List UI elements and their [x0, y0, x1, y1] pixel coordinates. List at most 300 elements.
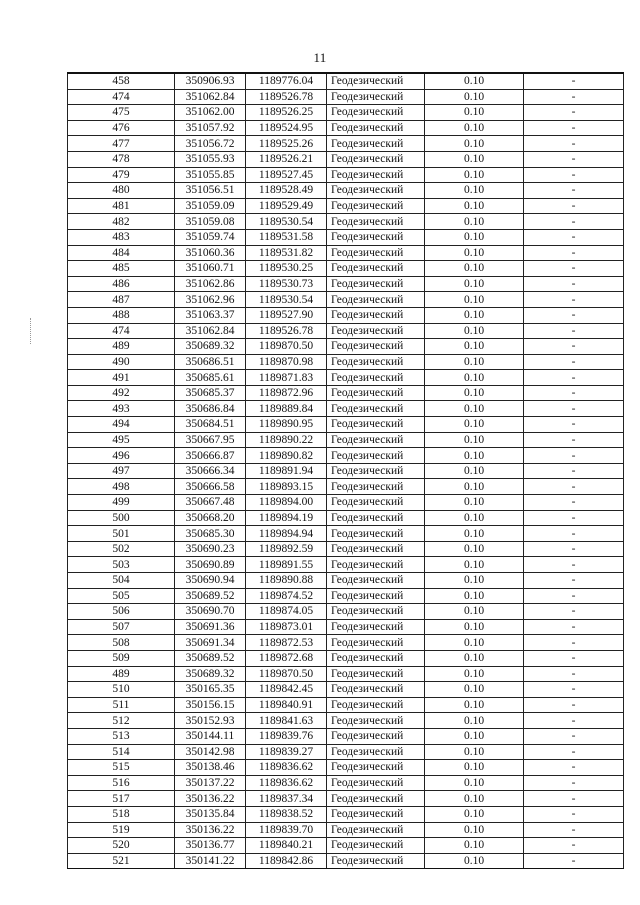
y-coordinate-cell: 1189870.98 [246, 354, 327, 370]
y-coordinate-cell: 1189872.53 [246, 635, 327, 651]
method-cell: Геодезический [327, 167, 425, 183]
accuracy-cell: 0.10 [425, 728, 524, 744]
y-coordinate-cell: 1189530.54 [246, 292, 327, 308]
method-cell: Геодезический [327, 791, 425, 807]
point-number-cell: 495 [68, 432, 175, 448]
table-row [68, 806, 624, 822]
accuracy-cell: 0.10 [425, 89, 524, 105]
method-cell: Геодезический [327, 261, 425, 277]
x-coordinate-cell: 350691.34 [175, 635, 246, 651]
table-row [68, 744, 624, 760]
table-row [68, 448, 624, 464]
table-row [68, 479, 624, 495]
description-cell: - [524, 635, 624, 651]
accuracy-cell: 0.10 [425, 853, 524, 869]
description-cell: - [524, 666, 624, 682]
description-cell: - [524, 339, 624, 355]
point-number-cell: 489 [68, 666, 175, 682]
point-number-cell: 475 [68, 105, 175, 121]
y-coordinate-cell: 1189776.04 [246, 73, 327, 89]
y-coordinate-cell: 1189894.94 [246, 526, 327, 542]
point-number-cell: 520 [68, 838, 175, 854]
x-coordinate-cell: 350666.34 [175, 463, 246, 479]
description-cell: - [524, 432, 624, 448]
point-number-cell: 487 [68, 292, 175, 308]
y-coordinate-cell: 1189890.82 [246, 448, 327, 464]
x-coordinate-cell: 350685.30 [175, 526, 246, 542]
x-coordinate-cell: 351056.72 [175, 136, 246, 152]
method-cell: Геодезический [327, 728, 425, 744]
y-coordinate-cell: 1189524.95 [246, 120, 327, 136]
description-cell: - [524, 853, 624, 869]
accuracy-cell: 0.10 [425, 370, 524, 386]
accuracy-cell: 0.10 [425, 105, 524, 121]
table-row [68, 728, 624, 744]
description-cell: - [524, 573, 624, 589]
method-cell: Геодезический [327, 697, 425, 713]
description-cell: - [524, 806, 624, 822]
accuracy-cell: 0.10 [425, 635, 524, 651]
description-cell: - [524, 183, 624, 199]
y-coordinate-cell: 1189842.86 [246, 853, 327, 869]
x-coordinate-cell: 350691.36 [175, 619, 246, 635]
y-coordinate-cell: 1189890.88 [246, 573, 327, 589]
table-row [68, 853, 624, 869]
description-cell: - [524, 479, 624, 495]
description-cell: - [524, 354, 624, 370]
y-coordinate-cell: 1189531.82 [246, 245, 327, 261]
point-number-cell: 517 [68, 791, 175, 807]
x-coordinate-cell: 351062.84 [175, 323, 246, 339]
x-coordinate-cell: 351063.37 [175, 307, 246, 323]
table-row [68, 495, 624, 511]
x-coordinate-cell: 350684.51 [175, 417, 246, 433]
description-cell: - [524, 448, 624, 464]
method-cell: Геодезический [327, 105, 425, 121]
table-row [68, 198, 624, 214]
point-number-cell: 458 [68, 73, 175, 89]
description-cell: - [524, 307, 624, 323]
y-coordinate-cell: 1189526.25 [246, 105, 327, 121]
accuracy-cell: 0.10 [425, 339, 524, 355]
accuracy-cell: 0.10 [425, 385, 524, 401]
point-number-cell: 474 [68, 89, 175, 105]
x-coordinate-cell: 350668.20 [175, 510, 246, 526]
description-cell: - [524, 73, 624, 89]
accuracy-cell: 0.10 [425, 151, 524, 167]
x-coordinate-cell: 351062.00 [175, 105, 246, 121]
point-number-cell: 485 [68, 261, 175, 277]
method-cell: Геодезический [327, 463, 425, 479]
method-cell: Геодезический [327, 526, 425, 542]
accuracy-cell: 0.10 [425, 822, 524, 838]
table-row [68, 261, 624, 277]
y-coordinate-cell: 1189527.45 [246, 167, 327, 183]
point-number-cell: 477 [68, 136, 175, 152]
point-number-cell: 500 [68, 510, 175, 526]
y-coordinate-cell: 1189839.27 [246, 744, 327, 760]
y-coordinate-cell: 1189874.05 [246, 604, 327, 620]
table-row [68, 510, 624, 526]
method-cell: Геодезический [327, 744, 425, 760]
point-number-cell: 503 [68, 557, 175, 573]
x-coordinate-cell: 350690.94 [175, 573, 246, 589]
table-row [68, 73, 624, 89]
table-row [68, 666, 624, 682]
table-row [68, 619, 624, 635]
accuracy-cell: 0.10 [425, 713, 524, 729]
method-cell: Геодезический [327, 73, 425, 89]
accuracy-cell: 0.10 [425, 697, 524, 713]
description-cell: - [524, 682, 624, 698]
table-row [68, 214, 624, 230]
accuracy-cell: 0.10 [425, 73, 524, 89]
table-row [68, 557, 624, 573]
page-number: 11 [313, 50, 327, 65]
point-number-cell: 514 [68, 744, 175, 760]
y-coordinate-cell: 1189890.95 [246, 417, 327, 433]
x-coordinate-cell: 350685.37 [175, 385, 246, 401]
x-coordinate-cell: 350906.93 [175, 73, 246, 89]
table-row [68, 604, 624, 620]
y-coordinate-cell: 1189530.25 [246, 261, 327, 277]
method-cell: Геодезический [327, 666, 425, 682]
table-row [68, 682, 624, 698]
y-coordinate-cell: 1189873.01 [246, 619, 327, 635]
x-coordinate-cell: 351062.86 [175, 276, 246, 292]
description-cell: - [524, 323, 624, 339]
description-cell: - [524, 370, 624, 386]
accuracy-cell: 0.10 [425, 775, 524, 791]
x-coordinate-cell: 350689.52 [175, 650, 246, 666]
point-number-cell: 492 [68, 385, 175, 401]
x-coordinate-cell: 350667.95 [175, 432, 246, 448]
y-coordinate-cell: 1189870.50 [246, 666, 327, 682]
point-number-cell: 501 [68, 526, 175, 542]
description-cell: - [524, 292, 624, 308]
method-cell: Геодезический [327, 838, 425, 854]
table-row [68, 245, 624, 261]
y-coordinate-cell: 1189894.00 [246, 495, 327, 511]
margin-mark [30, 318, 33, 344]
point-number-cell: 516 [68, 775, 175, 791]
description-cell: - [524, 245, 624, 261]
point-number-cell: 497 [68, 463, 175, 479]
point-number-cell: 479 [68, 167, 175, 183]
method-cell: Геодезический [327, 541, 425, 557]
method-cell: Геодезический [327, 339, 425, 355]
x-coordinate-cell: 350686.51 [175, 354, 246, 370]
accuracy-cell: 0.10 [425, 214, 524, 230]
accuracy-cell: 0.10 [425, 307, 524, 323]
description-cell: - [524, 604, 624, 620]
table-row [68, 713, 624, 729]
y-coordinate-cell: 1189837.34 [246, 791, 327, 807]
y-coordinate-cell: 1189841.63 [246, 713, 327, 729]
description-cell: - [524, 713, 624, 729]
point-number-cell: 508 [68, 635, 175, 651]
table-row [68, 292, 624, 308]
description-cell: - [524, 89, 624, 105]
method-cell: Геодезический [327, 307, 425, 323]
description-cell: - [524, 744, 624, 760]
method-cell: Геодезический [327, 682, 425, 698]
description-cell: - [524, 650, 624, 666]
point-number-cell: 482 [68, 214, 175, 230]
method-cell: Геодезический [327, 136, 425, 152]
description-cell: - [524, 697, 624, 713]
method-cell: Геодезический [327, 370, 425, 386]
description-cell: - [524, 198, 624, 214]
x-coordinate-cell: 350152.93 [175, 713, 246, 729]
table-row [68, 573, 624, 589]
point-number-cell: 484 [68, 245, 175, 261]
y-coordinate-cell: 1189527.90 [246, 307, 327, 323]
description-cell: - [524, 276, 624, 292]
table-row [68, 791, 624, 807]
description-cell: - [524, 495, 624, 511]
point-number-cell: 513 [68, 728, 175, 744]
y-coordinate-cell: 1189891.55 [246, 557, 327, 573]
y-coordinate-cell: 1189836.62 [246, 775, 327, 791]
x-coordinate-cell: 350156.15 [175, 697, 246, 713]
method-cell: Геодезический [327, 214, 425, 230]
method-cell: Геодезический [327, 479, 425, 495]
method-cell: Геодезический [327, 713, 425, 729]
y-coordinate-cell: 1189528.49 [246, 183, 327, 199]
y-coordinate-cell: 1189839.76 [246, 728, 327, 744]
x-coordinate-cell: 350135.84 [175, 806, 246, 822]
accuracy-cell: 0.10 [425, 417, 524, 433]
method-cell: Геодезический [327, 510, 425, 526]
table-row [68, 588, 624, 604]
description-cell: - [524, 838, 624, 854]
accuracy-cell: 0.10 [425, 588, 524, 604]
point-number-cell: 502 [68, 541, 175, 557]
point-number-cell: 505 [68, 588, 175, 604]
accuracy-cell: 0.10 [425, 838, 524, 854]
y-coordinate-cell: 1189529.49 [246, 198, 327, 214]
description-cell: - [524, 791, 624, 807]
point-number-cell: 510 [68, 682, 175, 698]
point-number-cell: 515 [68, 760, 175, 776]
point-number-cell: 478 [68, 151, 175, 167]
table-row [68, 463, 624, 479]
method-cell: Геодезический [327, 495, 425, 511]
description-cell: - [524, 401, 624, 417]
table-row [68, 697, 624, 713]
x-coordinate-cell: 350689.32 [175, 666, 246, 682]
x-coordinate-cell: 351060.36 [175, 245, 246, 261]
description-cell: - [524, 417, 624, 433]
method-cell: Геодезический [327, 635, 425, 651]
x-coordinate-cell: 350690.89 [175, 557, 246, 573]
x-coordinate-cell: 351059.08 [175, 214, 246, 230]
x-coordinate-cell: 350689.32 [175, 339, 246, 355]
description-cell: - [524, 229, 624, 245]
method-cell: Геодезический [327, 775, 425, 791]
accuracy-cell: 0.10 [425, 323, 524, 339]
x-coordinate-cell: 351060.71 [175, 261, 246, 277]
method-cell: Геодезический [327, 604, 425, 620]
description-cell: - [524, 541, 624, 557]
accuracy-cell: 0.10 [425, 120, 524, 136]
accuracy-cell: 0.10 [425, 136, 524, 152]
y-coordinate-cell: 1189892.59 [246, 541, 327, 557]
accuracy-cell: 0.10 [425, 791, 524, 807]
x-coordinate-cell: 351059.74 [175, 229, 246, 245]
accuracy-cell: 0.10 [425, 292, 524, 308]
method-cell: Геодезический [327, 183, 425, 199]
point-number-cell: 483 [68, 229, 175, 245]
point-number-cell: 499 [68, 495, 175, 511]
x-coordinate-cell: 350144.11 [175, 728, 246, 744]
y-coordinate-cell: 1189525.26 [246, 136, 327, 152]
method-cell: Геодезический [327, 573, 425, 589]
point-number-cell: 518 [68, 806, 175, 822]
x-coordinate-cell: 350136.77 [175, 838, 246, 854]
method-cell: Геодезический [327, 557, 425, 573]
y-coordinate-cell: 1189836.62 [246, 760, 327, 776]
accuracy-cell: 0.10 [425, 276, 524, 292]
x-coordinate-cell: 350141.22 [175, 853, 246, 869]
x-coordinate-cell: 351059.09 [175, 198, 246, 214]
method-cell: Геодезический [327, 432, 425, 448]
description-cell: - [524, 151, 624, 167]
method-cell: Геодезический [327, 120, 425, 136]
accuracy-cell: 0.10 [425, 806, 524, 822]
table-row [68, 370, 624, 386]
accuracy-cell: 0.10 [425, 760, 524, 776]
accuracy-cell: 0.10 [425, 604, 524, 620]
method-cell: Геодезический [327, 229, 425, 245]
x-coordinate-cell: 350690.70 [175, 604, 246, 620]
method-cell: Геодезический [327, 650, 425, 666]
point-number-cell: 474 [68, 323, 175, 339]
y-coordinate-cell: 1189893.15 [246, 479, 327, 495]
point-number-cell: 491 [68, 370, 175, 386]
accuracy-cell: 0.10 [425, 198, 524, 214]
accuracy-cell: 0.10 [425, 261, 524, 277]
table-row [68, 89, 624, 105]
table-row [68, 105, 624, 121]
point-number-cell: 504 [68, 573, 175, 589]
point-number-cell: 498 [68, 479, 175, 495]
y-coordinate-cell: 1189889.84 [246, 401, 327, 417]
method-cell: Геодезический [327, 354, 425, 370]
description-cell: - [524, 463, 624, 479]
x-coordinate-cell: 350137.22 [175, 775, 246, 791]
accuracy-cell: 0.10 [425, 573, 524, 589]
x-coordinate-cell: 351062.96 [175, 292, 246, 308]
method-cell: Геодезический [327, 853, 425, 869]
point-number-cell: 496 [68, 448, 175, 464]
accuracy-cell: 0.10 [425, 619, 524, 635]
description-cell: - [524, 105, 624, 121]
y-coordinate-cell: 1189530.54 [246, 214, 327, 230]
method-cell: Геодезический [327, 760, 425, 776]
table-row [68, 775, 624, 791]
y-coordinate-cell: 1189838.52 [246, 806, 327, 822]
accuracy-cell: 0.10 [425, 650, 524, 666]
point-number-cell: 512 [68, 713, 175, 729]
x-coordinate-cell: 350165.35 [175, 682, 246, 698]
method-cell: Геодезический [327, 198, 425, 214]
table-row [68, 526, 624, 542]
description-cell: - [524, 261, 624, 277]
table-row [68, 432, 624, 448]
point-number-cell: 480 [68, 183, 175, 199]
description-cell: - [524, 619, 624, 635]
accuracy-cell: 0.10 [425, 183, 524, 199]
method-cell: Геодезический [327, 292, 425, 308]
point-number-cell: 511 [68, 697, 175, 713]
point-number-cell: 481 [68, 198, 175, 214]
point-number-cell: 509 [68, 650, 175, 666]
x-coordinate-cell: 351055.85 [175, 167, 246, 183]
description-cell: - [524, 167, 624, 183]
table-row [68, 136, 624, 152]
method-cell: Геодезический [327, 448, 425, 464]
description-cell: - [524, 728, 624, 744]
y-coordinate-cell: 1189872.96 [246, 385, 327, 401]
method-cell: Геодезический [327, 822, 425, 838]
table-row [68, 650, 624, 666]
table-row [68, 229, 624, 245]
table-row [68, 760, 624, 776]
method-cell: Геодезический [327, 151, 425, 167]
table-row [68, 838, 624, 854]
description-cell: - [524, 557, 624, 573]
table-row [68, 541, 624, 557]
table-row [68, 307, 624, 323]
x-coordinate-cell: 350136.22 [175, 791, 246, 807]
accuracy-cell: 0.10 [425, 510, 524, 526]
y-coordinate-cell: 1189531.58 [246, 229, 327, 245]
point-number-cell: 494 [68, 417, 175, 433]
point-number-cell: 476 [68, 120, 175, 136]
accuracy-cell: 0.10 [425, 744, 524, 760]
accuracy-cell: 0.10 [425, 479, 524, 495]
method-cell: Геодезический [327, 276, 425, 292]
method-cell: Геодезический [327, 806, 425, 822]
table-row [68, 822, 624, 838]
accuracy-cell: 0.10 [425, 245, 524, 261]
accuracy-cell: 0.10 [425, 495, 524, 511]
table-row [68, 167, 624, 183]
accuracy-cell: 0.10 [425, 229, 524, 245]
x-coordinate-cell: 350686.84 [175, 401, 246, 417]
description-cell: - [524, 510, 624, 526]
accuracy-cell: 0.10 [425, 682, 524, 698]
method-cell: Геодезический [327, 619, 425, 635]
x-coordinate-cell: 350689.52 [175, 588, 246, 604]
x-coordinate-cell: 351055.93 [175, 151, 246, 167]
accuracy-cell: 0.10 [425, 448, 524, 464]
method-cell: Геодезический [327, 385, 425, 401]
coordinates-table [67, 72, 624, 869]
description-cell: - [524, 588, 624, 604]
accuracy-cell: 0.10 [425, 541, 524, 557]
x-coordinate-cell: 350666.58 [175, 479, 246, 495]
point-number-cell: 521 [68, 853, 175, 869]
table-row [68, 276, 624, 292]
accuracy-cell: 0.10 [425, 432, 524, 448]
y-coordinate-cell: 1189842.45 [246, 682, 327, 698]
x-coordinate-cell: 350138.46 [175, 760, 246, 776]
point-number-cell: 490 [68, 354, 175, 370]
y-coordinate-cell: 1189526.78 [246, 89, 327, 105]
